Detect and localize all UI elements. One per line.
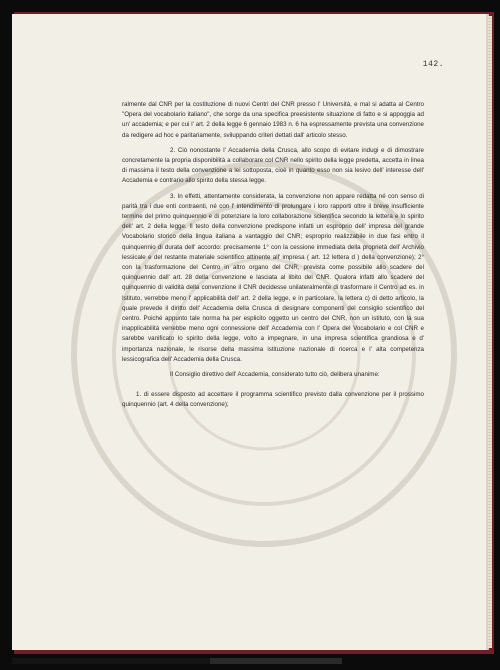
page-number: 142. — [422, 60, 444, 69]
scan-strip — [12, 658, 342, 664]
paragraph-1: ralmente dal CNR per la costituzione di nuovi Centri del CNR presso l' Università, e mal si adatta al Centro "Opera del vocabolario italiano", che sorge da una specifica preesistente situazione di fatto e si appoggia ad un' accademia; e per cui l' art. 2 della legge 6 gennaio 1983 n. 6 ha espressamente prevista una convenzione da redigere ad hoc e paritariamente, sviluppando criteri dettati dall' articolo stesso. — [122, 101, 424, 139]
body-text — [122, 100, 424, 416]
list-item-1: 1. di essere disposto ad accettare il programma scientifico previsto dalla convenzione per il prossimo quinquennio (art. 4 della convenzione); — [122, 391, 424, 409]
paragraph-3: 3. In effetti, attentamente considerata, la convenzione non appare redatta né con senso di parità tra i due enti contraenti, né con l' intendimento di prolungare i loro rapporti oltre il breve insufficiente termine del primo quinquennio e di potenziare la loro collaborazione scientifica secondo la lettera e lo spirito dell' art. 2 della legge. Il testo della convenzione predispone infatti un esproprio dell' impresa del grande Vocabolario storico della lingua italiana a vantaggio del CNR; esproprio realizzabile in due fasi entro il quinquennio di durata dell' accordo: precisamente 1° con la cessione immediata della proprietà dell' Archivio lessicale e del restante materiale scientifico attinente all' impresa ( art. 12 lettera d ) della convenzione); 2° con la trasformazione del Centro in altro organo del CNR, prevista come possibile allo scadere del quinquennio dall' art. 28 della convenzione e lasciata al libito del CNR. Qualora infatti allo scadere del quinquennio di validità della convenzione il CNR decidesse unilateralmente di trasformare il Centro ad es. in Istituto, verrebbe meno l' applicabilità dell' art. 2 della legge, e in particolare, la lettera c) di detto articolo, la quale prevede il diritto dell' Accademia della Crusca di designare componenti del consiglio scientifico del centro. Poiché appunto tale norma ha per esplicito oggetto un centro del CNR, non un istituto, con la sua inapplicabilità verrebbe meno ogni connessione dell' Accademia con l' Opera del Vocabolario e col CNR e sarebbe vanificato lo spirito della legge, volto a impegnare, in una impresa scientifica grandiosa e d' importanza nazionale, le risorse della massima istituzione nazionale di ricerca e l' alta competenza lessicografica dell' Accademia della Crusca. — [122, 192, 424, 363]
paragraph-4: Il Consiglio direttivo dell' Accademia, considerato tutto ciò, delibera unanime: — [170, 371, 380, 379]
document-page — [12, 14, 486, 650]
paragraph-2: 2. Ciò nonostante l' Accademia della Crusca, allo scopo di evitare indugi e di dimostrare concretamente la propria disponibilità a collaborare col CNR nello spirito della legge predetta, accetta in linea di massima il testo della convenzione a lei sottoposta, cioè in quanto esso non sia lesivo dell' interesse dell' Accademia e contrario allo spirito della stessa legge. — [122, 146, 424, 185]
page-edge — [488, 16, 492, 648]
